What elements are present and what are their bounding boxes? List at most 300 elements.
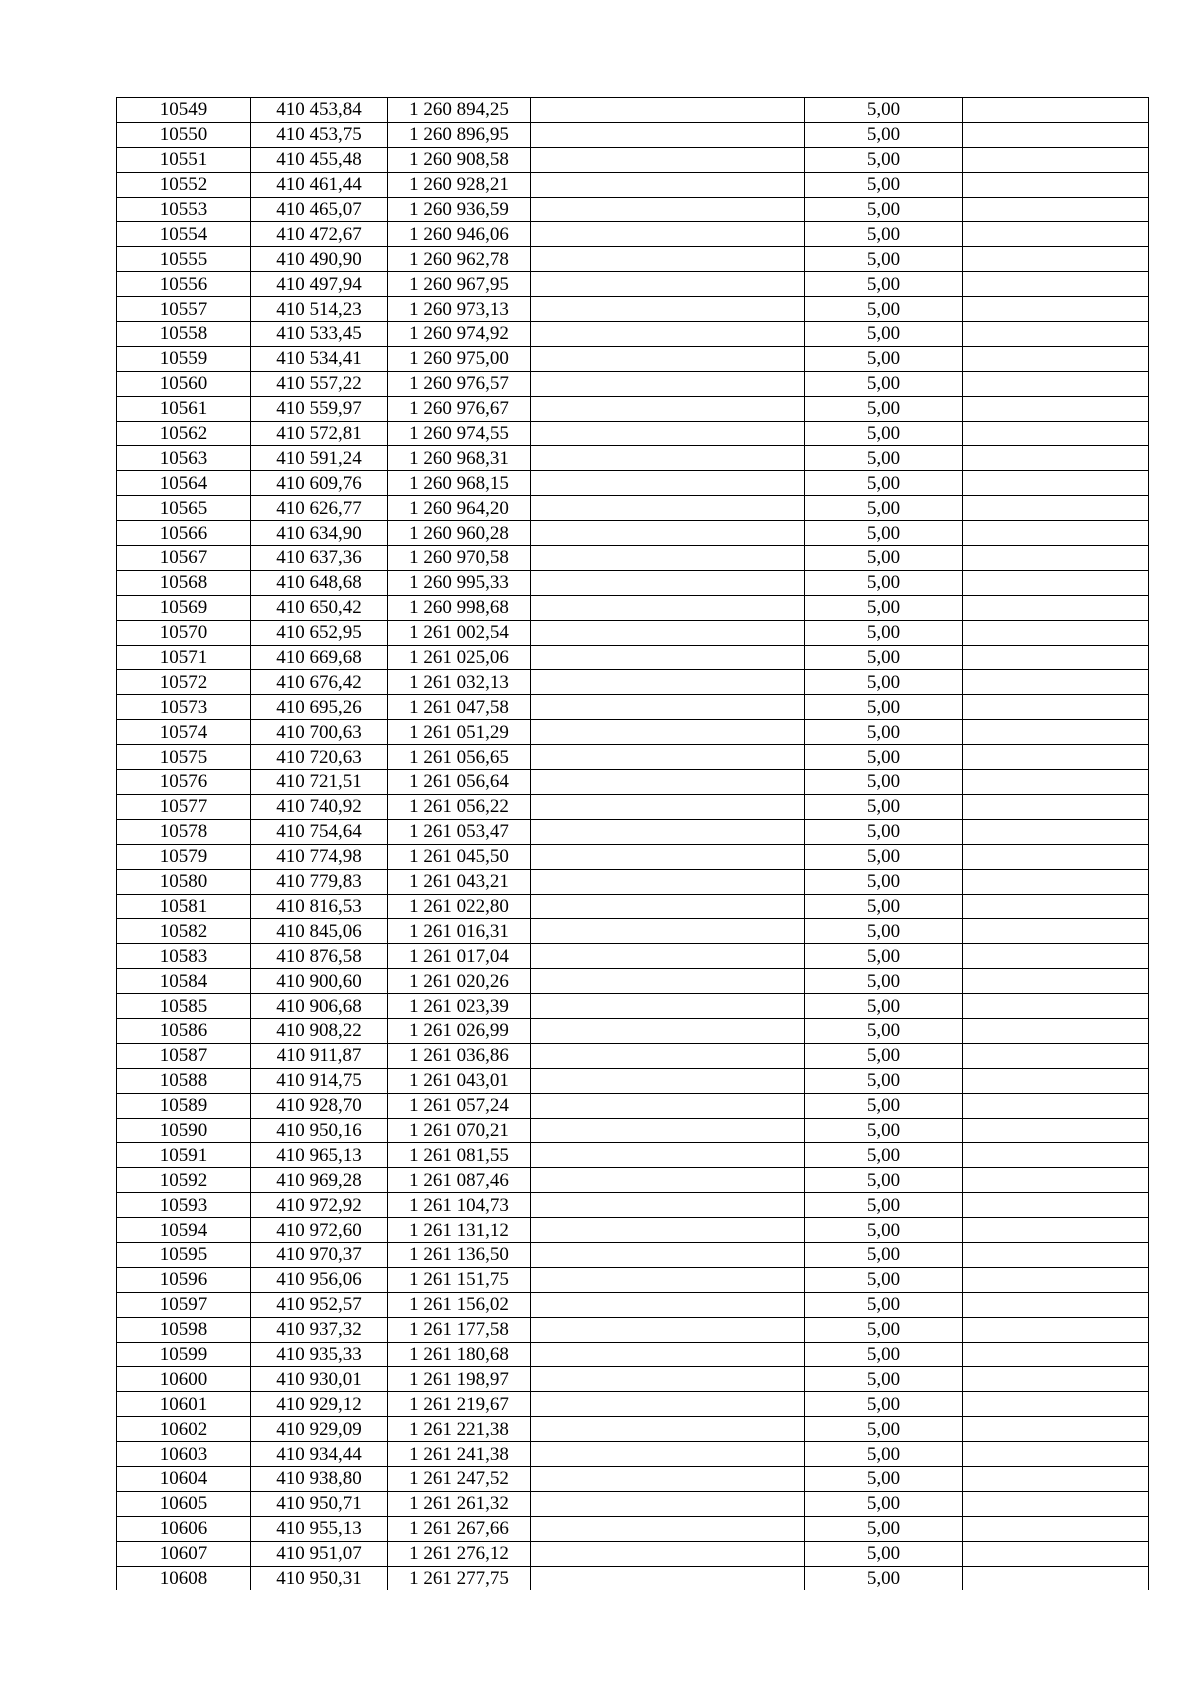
value-cell: 5,00 xyxy=(805,1267,963,1292)
empty-cell xyxy=(531,894,805,919)
table-row xyxy=(117,1043,1149,1068)
table-row xyxy=(117,1466,1149,1491)
table-row xyxy=(117,197,1149,222)
empty-cell xyxy=(531,421,805,446)
point-number-cell: 10572 xyxy=(117,670,251,695)
empty-cell xyxy=(963,346,1149,371)
x-coordinate-cell: 410 609,76 xyxy=(251,471,388,496)
x-coordinate-cell: 410 557,22 xyxy=(251,371,388,396)
empty-cell xyxy=(963,521,1149,546)
point-number-cell: 10600 xyxy=(117,1367,251,1392)
empty-cell xyxy=(531,1367,805,1392)
empty-cell xyxy=(963,247,1149,272)
empty-cell xyxy=(531,770,805,795)
point-number-cell: 10583 xyxy=(117,944,251,969)
table-row xyxy=(117,1367,1149,1392)
table-row xyxy=(117,1516,1149,1541)
x-coordinate-cell: 410 461,44 xyxy=(251,172,388,197)
table-row xyxy=(117,1218,1149,1243)
table-row xyxy=(117,446,1149,471)
empty-cell xyxy=(531,346,805,371)
x-coordinate-cell: 410 970,37 xyxy=(251,1242,388,1267)
table-row xyxy=(117,1168,1149,1193)
table-row xyxy=(117,670,1149,695)
y-coordinate-cell: 1 261 043,01 xyxy=(388,1068,531,1093)
value-cell: 5,00 xyxy=(805,1541,963,1566)
table-row xyxy=(117,645,1149,670)
y-coordinate-cell: 1 260 973,13 xyxy=(388,297,531,322)
table-row xyxy=(117,1193,1149,1218)
table-row xyxy=(117,272,1149,297)
y-coordinate-cell: 1 261 131,12 xyxy=(388,1218,531,1243)
empty-cell xyxy=(531,645,805,670)
table-row xyxy=(117,122,1149,147)
x-coordinate-cell: 410 740,92 xyxy=(251,794,388,819)
x-coordinate-cell: 410 754,64 xyxy=(251,819,388,844)
x-coordinate-cell: 410 650,42 xyxy=(251,595,388,620)
x-coordinate-cell: 410 950,71 xyxy=(251,1491,388,1516)
empty-cell xyxy=(963,1392,1149,1417)
y-coordinate-cell: 1 260 936,59 xyxy=(388,197,531,222)
point-number-cell: 10571 xyxy=(117,645,251,670)
x-coordinate-cell: 410 911,87 xyxy=(251,1043,388,1068)
value-cell: 5,00 xyxy=(805,122,963,147)
table-row xyxy=(117,570,1149,595)
value-cell: 5,00 xyxy=(805,944,963,969)
x-coordinate-cell: 410 906,68 xyxy=(251,994,388,1019)
point-number-cell: 10553 xyxy=(117,197,251,222)
point-number-cell: 10576 xyxy=(117,770,251,795)
empty-cell xyxy=(963,1218,1149,1243)
value-cell: 5,00 xyxy=(805,894,963,919)
point-number-cell: 10555 xyxy=(117,247,251,272)
value-cell: 5,00 xyxy=(805,1068,963,1093)
y-coordinate-cell: 1 260 894,25 xyxy=(388,98,531,123)
table-row xyxy=(117,994,1149,1019)
y-coordinate-cell: 1 260 962,78 xyxy=(388,247,531,272)
y-coordinate-cell: 1 261 081,55 xyxy=(388,1143,531,1168)
table-row xyxy=(117,844,1149,869)
value-cell: 5,00 xyxy=(805,1491,963,1516)
empty-cell xyxy=(531,620,805,645)
table-row xyxy=(117,794,1149,819)
empty-cell xyxy=(963,695,1149,720)
point-number-cell: 10575 xyxy=(117,745,251,770)
value-cell: 5,00 xyxy=(805,570,963,595)
table-row xyxy=(117,1292,1149,1317)
x-coordinate-cell: 410 935,33 xyxy=(251,1342,388,1367)
empty-cell xyxy=(531,1392,805,1417)
table-row xyxy=(117,1317,1149,1342)
empty-cell xyxy=(963,122,1149,147)
table-row xyxy=(117,1491,1149,1516)
empty-cell xyxy=(531,1143,805,1168)
y-coordinate-cell: 1 261 036,86 xyxy=(388,1043,531,1068)
y-coordinate-cell: 1 260 995,33 xyxy=(388,570,531,595)
point-number-cell: 10587 xyxy=(117,1043,251,1068)
y-coordinate-cell: 1 260 946,06 xyxy=(388,222,531,247)
table-row xyxy=(117,819,1149,844)
value-cell: 5,00 xyxy=(805,969,963,994)
y-coordinate-cell: 1 261 051,29 xyxy=(388,720,531,745)
table-row xyxy=(117,745,1149,770)
empty-cell xyxy=(531,172,805,197)
x-coordinate-cell: 410 965,13 xyxy=(251,1143,388,1168)
table-row xyxy=(117,222,1149,247)
empty-cell xyxy=(531,819,805,844)
x-coordinate-cell: 410 908,22 xyxy=(251,1018,388,1043)
empty-cell xyxy=(963,570,1149,595)
empty-cell xyxy=(531,1267,805,1292)
y-coordinate-cell: 1 261 247,52 xyxy=(388,1466,531,1491)
empty-cell xyxy=(531,944,805,969)
x-coordinate-cell: 410 950,16 xyxy=(251,1118,388,1143)
table-row xyxy=(117,1143,1149,1168)
table-row xyxy=(117,720,1149,745)
point-number-cell: 10564 xyxy=(117,471,251,496)
point-number-cell: 10590 xyxy=(117,1118,251,1143)
empty-cell xyxy=(963,620,1149,645)
point-number-cell: 10565 xyxy=(117,496,251,521)
x-coordinate-cell: 410 952,57 xyxy=(251,1292,388,1317)
y-coordinate-cell: 1 260 970,58 xyxy=(388,546,531,571)
x-coordinate-cell: 410 626,77 xyxy=(251,496,388,521)
empty-cell xyxy=(531,1093,805,1118)
empty-cell xyxy=(531,247,805,272)
value-cell: 5,00 xyxy=(805,720,963,745)
value-cell: 5,00 xyxy=(805,421,963,446)
table-row xyxy=(117,1093,1149,1118)
empty-cell xyxy=(531,1292,805,1317)
point-number-cell: 10563 xyxy=(117,446,251,471)
y-coordinate-cell: 1 261 053,47 xyxy=(388,819,531,844)
x-coordinate-cell: 410 700,63 xyxy=(251,720,388,745)
value-cell: 5,00 xyxy=(805,1218,963,1243)
empty-cell xyxy=(531,371,805,396)
empty-cell xyxy=(531,197,805,222)
empty-cell xyxy=(531,844,805,869)
value-cell: 5,00 xyxy=(805,1442,963,1467)
value-cell: 5,00 xyxy=(805,1516,963,1541)
value-cell: 5,00 xyxy=(805,147,963,172)
value-cell: 5,00 xyxy=(805,919,963,944)
y-coordinate-cell: 1 261 177,58 xyxy=(388,1317,531,1342)
y-coordinate-cell: 1 260 967,95 xyxy=(388,272,531,297)
empty-cell xyxy=(531,1417,805,1442)
empty-cell xyxy=(531,1541,805,1566)
x-coordinate-cell: 410 972,92 xyxy=(251,1193,388,1218)
y-coordinate-cell: 1 261 022,80 xyxy=(388,894,531,919)
x-coordinate-cell: 410 845,06 xyxy=(251,919,388,944)
x-coordinate-cell: 410 930,01 xyxy=(251,1367,388,1392)
y-coordinate-cell: 1 260 960,28 xyxy=(388,521,531,546)
y-coordinate-cell: 1 260 928,21 xyxy=(388,172,531,197)
empty-cell xyxy=(963,1068,1149,1093)
point-number-cell: 10554 xyxy=(117,222,251,247)
value-cell: 5,00 xyxy=(805,521,963,546)
y-coordinate-cell: 1 261 057,24 xyxy=(388,1093,531,1118)
x-coordinate-cell: 410 514,23 xyxy=(251,297,388,322)
x-coordinate-cell: 410 951,07 xyxy=(251,1541,388,1566)
y-coordinate-cell: 1 261 023,39 xyxy=(388,994,531,1019)
value-cell: 5,00 xyxy=(805,1118,963,1143)
table-row xyxy=(117,421,1149,446)
x-coordinate-cell: 410 559,97 xyxy=(251,396,388,421)
x-coordinate-cell: 410 648,68 xyxy=(251,570,388,595)
table-row xyxy=(117,297,1149,322)
x-coordinate-cell: 410 934,44 xyxy=(251,1442,388,1467)
empty-cell xyxy=(963,720,1149,745)
x-coordinate-cell: 410 695,26 xyxy=(251,695,388,720)
table-row xyxy=(117,496,1149,521)
empty-cell xyxy=(963,322,1149,347)
point-number-cell: 10607 xyxy=(117,1541,251,1566)
empty-cell xyxy=(963,471,1149,496)
coordinates-table xyxy=(116,97,1149,1590)
table-row xyxy=(117,1566,1149,1590)
table-row xyxy=(117,1417,1149,1442)
empty-cell xyxy=(963,172,1149,197)
empty-cell xyxy=(531,471,805,496)
empty-cell xyxy=(963,496,1149,521)
table-row xyxy=(117,1442,1149,1467)
empty-cell xyxy=(531,122,805,147)
point-number-cell: 10605 xyxy=(117,1491,251,1516)
empty-cell xyxy=(963,1143,1149,1168)
y-coordinate-cell: 1 261 002,54 xyxy=(388,620,531,645)
value-cell: 5,00 xyxy=(805,1242,963,1267)
point-number-cell: 10567 xyxy=(117,546,251,571)
x-coordinate-cell: 410 453,84 xyxy=(251,98,388,123)
point-number-cell: 10591 xyxy=(117,1143,251,1168)
empty-cell xyxy=(963,1317,1149,1342)
y-coordinate-cell: 1 260 968,31 xyxy=(388,446,531,471)
point-number-cell: 10595 xyxy=(117,1242,251,1267)
x-coordinate-cell: 410 455,48 xyxy=(251,147,388,172)
x-coordinate-cell: 410 929,12 xyxy=(251,1392,388,1417)
value-cell: 5,00 xyxy=(805,1168,963,1193)
value-cell: 5,00 xyxy=(805,1466,963,1491)
table-row xyxy=(117,770,1149,795)
empty-cell xyxy=(531,1218,805,1243)
empty-cell xyxy=(963,396,1149,421)
table-row xyxy=(117,1267,1149,1292)
empty-cell xyxy=(531,1491,805,1516)
value-cell: 5,00 xyxy=(805,1566,963,1590)
empty-cell xyxy=(963,1442,1149,1467)
empty-cell xyxy=(963,770,1149,795)
empty-cell xyxy=(531,272,805,297)
y-coordinate-cell: 1 261 017,04 xyxy=(388,944,531,969)
point-number-cell: 10601 xyxy=(117,1392,251,1417)
empty-cell xyxy=(963,272,1149,297)
y-coordinate-cell: 1 261 045,50 xyxy=(388,844,531,869)
empty-cell xyxy=(531,794,805,819)
empty-cell xyxy=(963,1043,1149,1068)
x-coordinate-cell: 410 774,98 xyxy=(251,844,388,869)
y-coordinate-cell: 1 261 056,65 xyxy=(388,745,531,770)
value-cell: 5,00 xyxy=(805,297,963,322)
table-row xyxy=(117,172,1149,197)
table-row xyxy=(117,595,1149,620)
table-row xyxy=(117,1118,1149,1143)
table-row xyxy=(117,894,1149,919)
y-coordinate-cell: 1 261 261,32 xyxy=(388,1491,531,1516)
table-row xyxy=(117,521,1149,546)
value-cell: 5,00 xyxy=(805,98,963,123)
y-coordinate-cell: 1 260 976,67 xyxy=(388,396,531,421)
x-coordinate-cell: 410 928,70 xyxy=(251,1093,388,1118)
empty-cell xyxy=(531,869,805,894)
value-cell: 5,00 xyxy=(805,371,963,396)
point-number-cell: 10586 xyxy=(117,1018,251,1043)
table-row xyxy=(117,1018,1149,1043)
empty-cell xyxy=(531,1168,805,1193)
table-row xyxy=(117,147,1149,172)
point-number-cell: 10549 xyxy=(117,98,251,123)
empty-cell xyxy=(531,322,805,347)
value-cell: 5,00 xyxy=(805,197,963,222)
empty-cell xyxy=(531,720,805,745)
point-number-cell: 10592 xyxy=(117,1168,251,1193)
empty-cell xyxy=(531,919,805,944)
empty-cell xyxy=(531,1242,805,1267)
table-row xyxy=(117,471,1149,496)
empty-cell xyxy=(963,745,1149,770)
x-coordinate-cell: 410 453,75 xyxy=(251,122,388,147)
point-number-cell: 10596 xyxy=(117,1267,251,1292)
y-coordinate-cell: 1 261 276,12 xyxy=(388,1541,531,1566)
point-number-cell: 10578 xyxy=(117,819,251,844)
y-coordinate-cell: 1 261 087,46 xyxy=(388,1168,531,1193)
empty-cell xyxy=(963,1168,1149,1193)
value-cell: 5,00 xyxy=(805,770,963,795)
point-number-cell: 10573 xyxy=(117,695,251,720)
value-cell: 5,00 xyxy=(805,471,963,496)
table-row xyxy=(117,371,1149,396)
point-number-cell: 10568 xyxy=(117,570,251,595)
empty-cell xyxy=(531,222,805,247)
point-number-cell: 10574 xyxy=(117,720,251,745)
value-cell: 5,00 xyxy=(805,869,963,894)
y-coordinate-cell: 1 261 180,68 xyxy=(388,1342,531,1367)
empty-cell xyxy=(963,421,1149,446)
y-coordinate-cell: 1 261 267,66 xyxy=(388,1516,531,1541)
empty-cell xyxy=(531,1043,805,1068)
empty-cell xyxy=(963,1516,1149,1541)
y-coordinate-cell: 1 260 974,55 xyxy=(388,421,531,446)
point-number-cell: 10562 xyxy=(117,421,251,446)
y-coordinate-cell: 1 260 974,92 xyxy=(388,322,531,347)
point-number-cell: 10579 xyxy=(117,844,251,869)
empty-cell xyxy=(531,969,805,994)
value-cell: 5,00 xyxy=(805,1417,963,1442)
empty-cell xyxy=(531,1342,805,1367)
empty-cell xyxy=(963,1193,1149,1218)
point-number-cell: 10561 xyxy=(117,396,251,421)
point-number-cell: 10570 xyxy=(117,620,251,645)
table-row xyxy=(117,919,1149,944)
y-coordinate-cell: 1 261 221,38 xyxy=(388,1417,531,1442)
table-row xyxy=(117,546,1149,571)
empty-cell xyxy=(963,794,1149,819)
x-coordinate-cell: 410 669,68 xyxy=(251,645,388,670)
empty-cell xyxy=(963,446,1149,471)
table-row xyxy=(117,346,1149,371)
point-number-cell: 10594 xyxy=(117,1218,251,1243)
value-cell: 5,00 xyxy=(805,1317,963,1342)
value-cell: 5,00 xyxy=(805,1367,963,1392)
empty-cell xyxy=(963,147,1149,172)
x-coordinate-cell: 410 572,81 xyxy=(251,421,388,446)
y-coordinate-cell: 1 260 975,00 xyxy=(388,346,531,371)
empty-cell xyxy=(531,496,805,521)
empty-cell xyxy=(963,1093,1149,1118)
value-cell: 5,00 xyxy=(805,620,963,645)
value-cell: 5,00 xyxy=(805,322,963,347)
empty-cell xyxy=(963,1118,1149,1143)
point-number-cell: 10560 xyxy=(117,371,251,396)
value-cell: 5,00 xyxy=(805,1392,963,1417)
point-number-cell: 10569 xyxy=(117,595,251,620)
value-cell: 5,00 xyxy=(805,994,963,1019)
table-row xyxy=(117,1242,1149,1267)
x-coordinate-cell: 410 914,75 xyxy=(251,1068,388,1093)
value-cell: 5,00 xyxy=(805,1292,963,1317)
empty-cell xyxy=(531,1317,805,1342)
x-coordinate-cell: 410 929,09 xyxy=(251,1417,388,1442)
value-cell: 5,00 xyxy=(805,172,963,197)
empty-cell xyxy=(531,98,805,123)
y-coordinate-cell: 1 260 908,58 xyxy=(388,147,531,172)
empty-cell xyxy=(531,595,805,620)
point-number-cell: 10585 xyxy=(117,994,251,1019)
value-cell: 5,00 xyxy=(805,1093,963,1118)
empty-cell xyxy=(963,197,1149,222)
x-coordinate-cell: 410 676,42 xyxy=(251,670,388,695)
empty-cell xyxy=(531,1018,805,1043)
empty-cell xyxy=(963,297,1149,322)
empty-cell xyxy=(963,1292,1149,1317)
value-cell: 5,00 xyxy=(805,546,963,571)
empty-cell xyxy=(963,222,1149,247)
y-coordinate-cell: 1 260 896,95 xyxy=(388,122,531,147)
empty-cell xyxy=(963,1267,1149,1292)
table-row xyxy=(117,869,1149,894)
y-coordinate-cell: 1 261 241,38 xyxy=(388,1442,531,1467)
x-coordinate-cell: 410 779,83 xyxy=(251,869,388,894)
x-coordinate-cell: 410 721,51 xyxy=(251,770,388,795)
x-coordinate-cell: 410 972,60 xyxy=(251,1218,388,1243)
empty-cell xyxy=(963,844,1149,869)
empty-cell xyxy=(963,969,1149,994)
y-coordinate-cell: 1 261 056,64 xyxy=(388,770,531,795)
empty-cell xyxy=(531,1516,805,1541)
empty-cell xyxy=(963,1466,1149,1491)
point-number-cell: 10584 xyxy=(117,969,251,994)
y-coordinate-cell: 1 261 104,73 xyxy=(388,1193,531,1218)
empty-cell xyxy=(963,919,1149,944)
value-cell: 5,00 xyxy=(805,819,963,844)
empty-cell xyxy=(531,994,805,1019)
point-number-cell: 10597 xyxy=(117,1292,251,1317)
y-coordinate-cell: 1 261 070,21 xyxy=(388,1118,531,1143)
y-coordinate-cell: 1 260 998,68 xyxy=(388,595,531,620)
table-row xyxy=(117,620,1149,645)
table-row xyxy=(117,944,1149,969)
table-row xyxy=(117,98,1149,123)
empty-cell xyxy=(963,546,1149,571)
